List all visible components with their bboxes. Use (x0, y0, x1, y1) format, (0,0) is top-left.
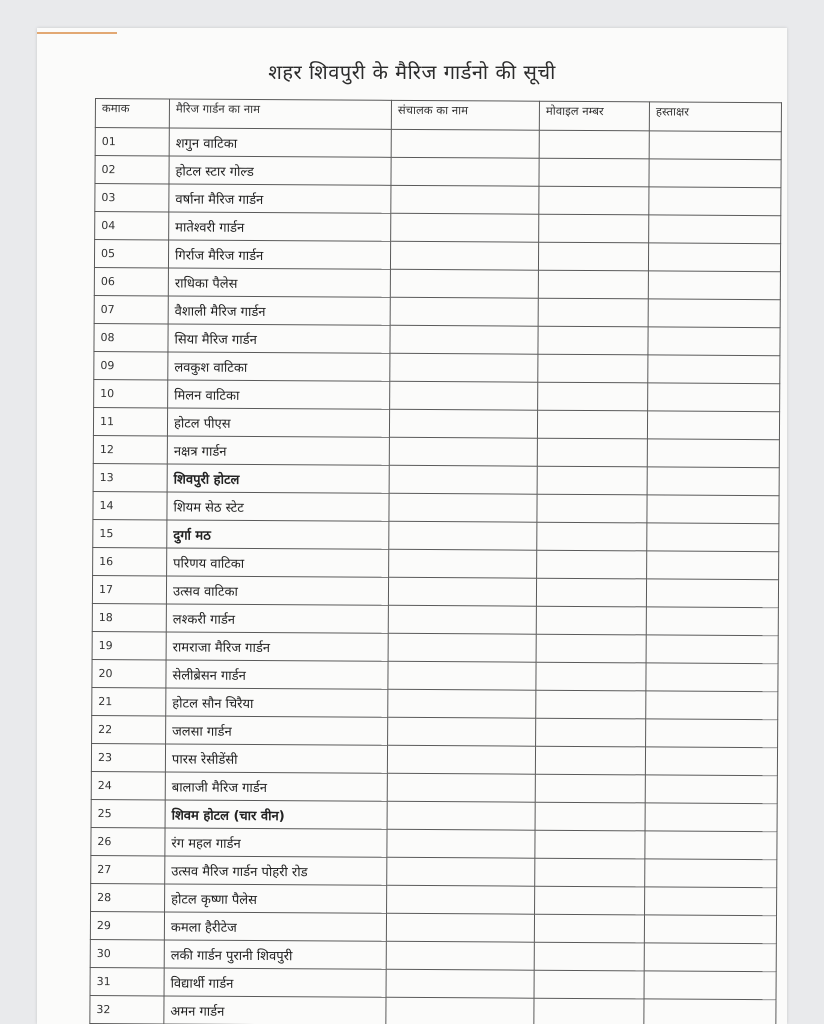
header-signature: हस्ताक्षर (649, 102, 781, 132)
row-operator-name-cell (389, 549, 537, 578)
row-mobile-number-cell (537, 438, 647, 467)
row-operator-name-cell (388, 661, 536, 690)
row-operator-name-cell (387, 773, 535, 802)
row-serial-number: 32 (90, 995, 164, 1023)
row-serial-number: 30 (90, 939, 164, 967)
row-mobile-number-cell (539, 130, 649, 159)
table-row (94, 240, 780, 272)
table-row (92, 631, 778, 663)
table-row (93, 491, 779, 523)
row-mobile-number-cell (537, 522, 647, 551)
row-operator-name-cell (388, 689, 536, 718)
table-row (90, 939, 776, 971)
row-serial-number: 27 (91, 855, 165, 883)
row-signature-cell (647, 439, 779, 468)
row-mobile-number-cell (535, 746, 645, 775)
row-garden-name: होटल सौन चिरैया (166, 688, 388, 717)
row-serial-number: 14 (93, 491, 167, 519)
row-mobile-number-cell (534, 998, 644, 1024)
row-garden-name: लवकुश वाटिका (168, 352, 390, 381)
row-garden-name: उत्सव वाटिका (166, 576, 388, 605)
row-mobile-number-cell (537, 466, 647, 495)
table-row (91, 743, 777, 775)
row-operator-name-cell (391, 129, 539, 158)
row-serial-number: 23 (91, 743, 165, 771)
row-serial-number: 21 (92, 687, 166, 715)
header-serial: कमाक (95, 99, 169, 128)
table-row (90, 911, 776, 943)
row-mobile-number-cell (535, 858, 645, 887)
table-row (94, 379, 780, 411)
row-mobile-number-cell (534, 970, 644, 999)
row-signature-cell (646, 607, 778, 636)
row-mobile-number-cell (539, 214, 649, 243)
row-serial-number: 31 (90, 967, 164, 995)
row-signature-cell (646, 663, 778, 692)
row-mobile-number-cell (535, 774, 645, 803)
row-operator-name-cell (387, 857, 535, 886)
row-signature-cell (645, 887, 777, 916)
table-row (92, 603, 778, 635)
row-garden-name: दुर्गा मठ (167, 520, 389, 549)
document-title: शहर शिवपुरी के मैरिज गार्डनो की सूची (268, 60, 556, 84)
row-mobile-number-cell (535, 830, 645, 859)
row-mobile-number-cell (536, 606, 646, 635)
row-serial-number: 02 (95, 156, 169, 184)
row-serial-number: 18 (92, 603, 166, 631)
table-row (95, 212, 781, 244)
row-signature-cell (649, 131, 781, 160)
row-garden-name: बालाजी मैरिज गार्डन (165, 772, 387, 801)
row-signature-cell (649, 159, 781, 188)
table-row (94, 267, 780, 299)
table-body (90, 128, 781, 1024)
row-signature-cell (645, 831, 777, 860)
row-operator-name-cell (386, 941, 534, 970)
row-signature-cell (647, 467, 779, 496)
row-garden-name: लकी गार्डन पुरानी शिवपुरी (164, 940, 386, 969)
row-serial-number: 28 (91, 883, 165, 911)
row-signature-cell (646, 691, 778, 720)
row-operator-name-cell (386, 969, 534, 998)
row-garden-name: शिवपुरी होटल (167, 464, 389, 493)
row-operator-name-cell (386, 913, 534, 942)
row-garden-name: पारस रेसीडेंसी (165, 744, 387, 773)
row-mobile-number-cell (539, 158, 649, 187)
row-operator-name-cell (386, 997, 534, 1024)
row-mobile-number-cell (534, 942, 644, 971)
row-serial-number: 01 (95, 128, 169, 156)
table-row (94, 351, 780, 383)
table-row (95, 128, 781, 160)
row-signature-cell (645, 747, 777, 776)
row-garden-name: शियम सेठ स्टेट (167, 492, 389, 521)
row-signature-cell (646, 719, 778, 748)
row-signature-cell (649, 187, 781, 216)
row-signature-cell (645, 775, 777, 804)
table-row (93, 519, 779, 551)
table-row (91, 827, 777, 859)
row-signature-cell (645, 859, 777, 888)
row-serial-number: 24 (91, 771, 165, 799)
row-operator-name-cell (391, 213, 539, 242)
table-row (94, 323, 780, 355)
row-mobile-number-cell (536, 718, 646, 747)
row-garden-name: सेलीब्रेसन गार्डन (166, 660, 388, 689)
row-garden-name: वर्षाना मैरिज गार्डन (169, 184, 391, 213)
table-row (91, 855, 777, 887)
row-serial-number: 25 (91, 799, 165, 827)
table-row (93, 435, 779, 467)
row-signature-cell (644, 915, 776, 944)
row-signature-cell (647, 551, 779, 580)
row-mobile-number-cell (538, 326, 648, 355)
row-signature-cell (647, 523, 779, 552)
row-garden-name: होटल पीएस (167, 408, 389, 437)
row-garden-name: लश्करी गार्डन (166, 604, 388, 633)
row-operator-name-cell (388, 577, 536, 606)
document-page (37, 28, 787, 1024)
row-operator-name-cell (388, 717, 536, 746)
row-garden-name: मातेश्वरी गार्डन (169, 212, 391, 241)
row-signature-cell (648, 327, 780, 356)
table-row (93, 407, 779, 439)
row-operator-name-cell (391, 185, 539, 214)
row-operator-name-cell (388, 605, 536, 634)
row-signature-cell (646, 579, 778, 608)
row-serial-number: 08 (94, 323, 168, 351)
row-serial-number: 17 (92, 575, 166, 603)
row-mobile-number-cell (538, 298, 648, 327)
row-serial-number: 22 (92, 715, 166, 743)
row-mobile-number-cell (539, 186, 649, 215)
header-operator-name: संचालक का नाम (391, 100, 539, 130)
row-operator-name-cell (390, 241, 538, 270)
row-garden-name: वैशाली मैरिज गार्डन (168, 296, 390, 325)
table-header-row (95, 99, 781, 132)
row-signature-cell (644, 971, 776, 1000)
row-signature-cell (648, 383, 780, 412)
row-operator-name-cell (389, 521, 537, 550)
row-operator-name-cell (387, 885, 535, 914)
table-row (92, 659, 778, 691)
row-garden-name: विद्यार्थी गार्डन (164, 968, 386, 997)
row-mobile-number-cell (535, 886, 645, 915)
row-serial-number: 06 (94, 267, 168, 295)
row-operator-name-cell (390, 269, 538, 298)
row-operator-name-cell (390, 325, 538, 354)
row-operator-name-cell (387, 745, 535, 774)
table-row (92, 575, 778, 607)
row-garden-name: नक्षत्र गार्डन (167, 436, 389, 465)
row-garden-name: जलसा गार्डन (166, 716, 388, 745)
row-operator-name-cell (389, 493, 537, 522)
row-serial-number: 11 (93, 407, 167, 435)
row-garden-name: रंग महल गार्डन (165, 828, 387, 857)
row-mobile-number-cell (536, 634, 646, 663)
row-mobile-number-cell (536, 662, 646, 691)
row-serial-number: 03 (95, 184, 169, 212)
row-signature-cell (648, 299, 780, 328)
row-garden-name: शगुन वाटिका (169, 128, 391, 157)
row-operator-name-cell (388, 633, 536, 662)
row-mobile-number-cell (537, 410, 647, 439)
row-signature-cell (648, 271, 780, 300)
row-garden-name: होटल कृष्णा पैलेस (165, 884, 387, 913)
row-operator-name-cell (390, 297, 538, 326)
row-mobile-number-cell (535, 802, 645, 831)
row-garden-name: रामराजा मैरिज गार्डन (166, 632, 388, 661)
row-mobile-number-cell (538, 270, 648, 299)
row-serial-number: 29 (90, 911, 164, 939)
row-mobile-number-cell (536, 578, 646, 607)
row-serial-number: 09 (94, 351, 168, 379)
table-row (91, 799, 777, 831)
row-signature-cell (645, 803, 777, 832)
row-signature-cell (644, 943, 776, 972)
row-serial-number: 13 (93, 463, 167, 491)
row-mobile-number-cell (538, 242, 648, 271)
row-serial-number: 04 (95, 212, 169, 240)
table-row (95, 184, 781, 216)
table-row (92, 715, 778, 747)
row-mobile-number-cell (534, 914, 644, 943)
row-garden-name: मिलन वाटिका (168, 380, 390, 409)
row-signature-cell (648, 243, 780, 272)
table-row (94, 295, 780, 327)
header-mobile-number: मोवाइल नम्बर (539, 101, 649, 131)
row-serial-number: 19 (92, 631, 166, 659)
row-mobile-number-cell (538, 354, 648, 383)
table-row (91, 771, 777, 803)
row-garden-name: अमन गार्डन (164, 996, 386, 1024)
row-signature-cell (649, 215, 781, 244)
row-serial-number: 05 (94, 240, 168, 268)
row-garden-name: कमला हैरीटेज (164, 912, 386, 941)
row-garden-name: गिर्राज मैरिज गार्डन (168, 240, 390, 269)
row-signature-cell (648, 355, 780, 384)
row-operator-name-cell (390, 381, 538, 410)
row-garden-name: शिवम होटल (चार वीन) (165, 800, 387, 829)
table-row (90, 967, 776, 999)
row-mobile-number-cell (538, 382, 648, 411)
row-serial-number: 26 (91, 827, 165, 855)
row-operator-name-cell (387, 801, 535, 830)
row-mobile-number-cell (536, 690, 646, 719)
table-row (93, 463, 779, 495)
table-row (93, 547, 779, 579)
row-signature-cell (644, 999, 776, 1024)
row-garden-name: परिणय वाटिका (167, 548, 389, 577)
row-serial-number: 12 (93, 435, 167, 463)
table-row (92, 687, 778, 719)
row-signature-cell (647, 495, 779, 524)
row-operator-name-cell (389, 465, 537, 494)
row-mobile-number-cell (537, 550, 647, 579)
row-operator-name-cell (391, 157, 539, 186)
page-edge-mark (37, 32, 117, 34)
header-garden-name: मैरिज गार्डन का नाम (169, 99, 391, 129)
row-serial-number: 15 (93, 519, 167, 547)
table-row (90, 995, 776, 1024)
table-row (95, 156, 781, 188)
row-garden-name: उत्सव मैरिज गार्डन पोहरी रोड (165, 856, 387, 885)
row-operator-name-cell (389, 409, 537, 438)
row-signature-cell (647, 411, 779, 440)
row-signature-cell (646, 635, 778, 664)
row-operator-name-cell (390, 353, 538, 382)
row-garden-name: होटल स्टार गोल्ड (169, 156, 391, 185)
row-mobile-number-cell (537, 494, 647, 523)
row-serial-number: 07 (94, 295, 168, 323)
table-row (91, 883, 777, 915)
row-serial-number: 10 (94, 379, 168, 407)
row-garden-name: राधिका पैलेस (168, 268, 390, 297)
row-operator-name-cell (389, 437, 537, 466)
garden-list-table (89, 98, 782, 1024)
row-serial-number: 16 (93, 547, 167, 575)
row-serial-number: 20 (92, 659, 166, 687)
row-operator-name-cell (387, 829, 535, 858)
row-garden-name: सिया मैरिज गार्डन (168, 324, 390, 353)
